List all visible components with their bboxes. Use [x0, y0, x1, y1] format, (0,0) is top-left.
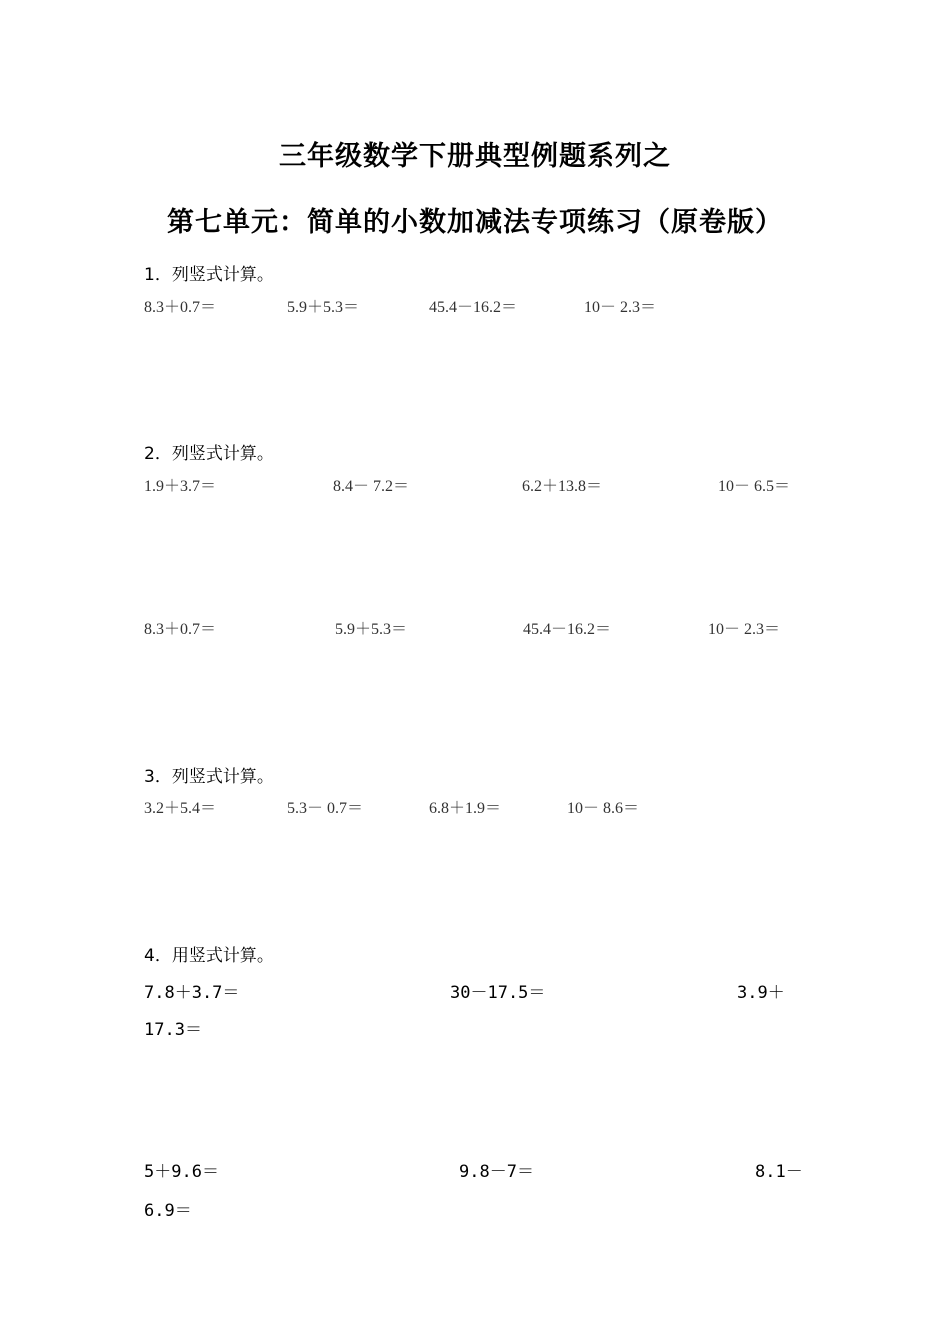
q4-expression-wrap: 17.3＝ [144, 1020, 202, 1040]
q2-expression: 10－ 2.3＝ [708, 621, 781, 638]
q2-expression: 8.4－ 7.2＝ [333, 478, 410, 495]
q2-expression: 10－ 6.5＝ [718, 478, 791, 495]
q4-expression: 3.9＋ [737, 983, 785, 1003]
q1-expression: 10－ 2.3＝ [584, 299, 657, 316]
q3-expression: 5.3－ 0.7＝ [287, 800, 364, 817]
q2-expression: 8.3＋0.7＝ [144, 621, 217, 638]
question-3-heading: 3．列竖式计算。 [144, 767, 274, 787]
q4-expression: 5＋9.6＝ [144, 1162, 219, 1182]
title-line-2: 第七单元：简单的小数加减法专项练习（原卷版） [167, 207, 783, 238]
q2-expression: 5.9＋5.3＝ [335, 621, 408, 638]
q1-expression: 8.3＋0.7＝ [144, 299, 217, 316]
q1-expression: 45.4－16.2＝ [429, 299, 518, 316]
question-1-heading: 1．列竖式计算。 [144, 265, 274, 285]
q3-expression: 3.2＋5.4＝ [144, 800, 217, 817]
q3-expression: 6.8＋1.9＝ [429, 800, 502, 817]
q4-expression-wrap: 6.9＝ [144, 1201, 192, 1221]
q4-expression: 9.8－7＝ [459, 1162, 534, 1182]
q4-expression: 30－17.5＝ [450, 983, 546, 1003]
question-2-heading: 2．列竖式计算。 [144, 444, 274, 464]
question-4-heading: 4．用竖式计算。 [144, 946, 274, 966]
q2-expression: 6.2＋13.8＝ [522, 478, 603, 495]
q4-expression: 7.8＋3.7＝ [144, 983, 240, 1003]
q2-expression: 1.9＋3.7＝ [144, 478, 217, 495]
q2-expression: 45.4－16.2＝ [523, 621, 612, 638]
title-line-1: 三年级数学下册典型例题系列之 [279, 141, 671, 172]
q4-expression: 8.1－ [755, 1162, 803, 1182]
q3-expression: 10－ 8.6＝ [567, 800, 640, 817]
q1-expression: 5.9＋5.3＝ [287, 299, 360, 316]
